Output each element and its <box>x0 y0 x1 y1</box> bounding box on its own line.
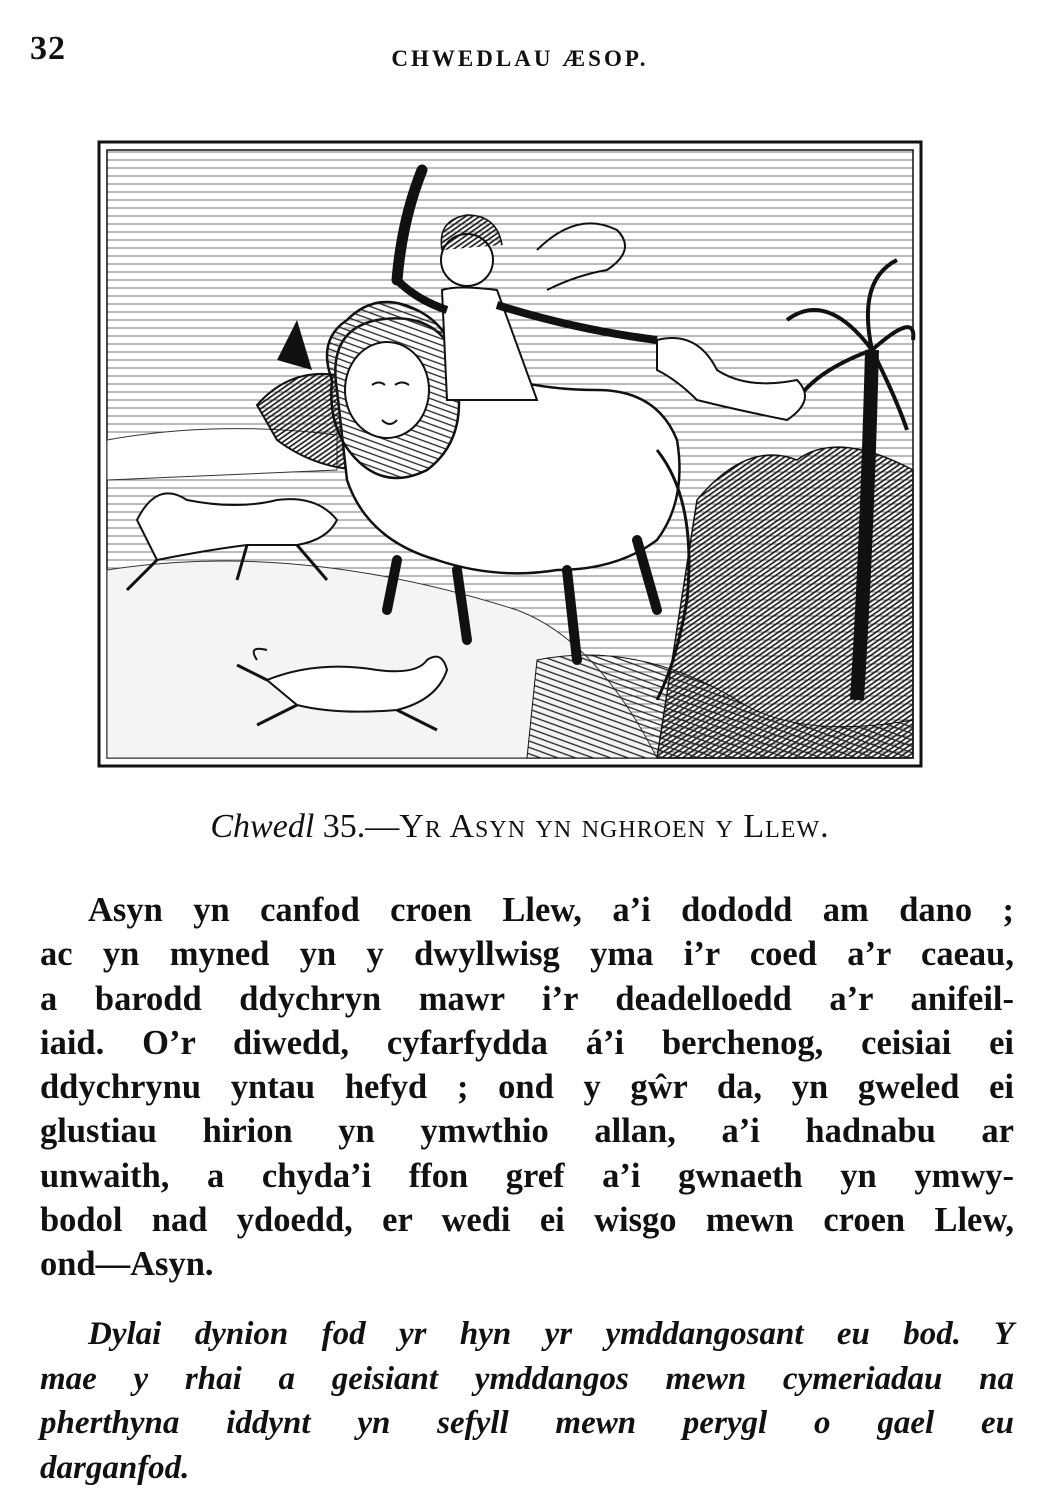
body-line: ac yn myned yn y dwyllwisg yma i’r coed a’r caeau, <box>40 935 1014 974</box>
body-line: unwaith, a chyda’i ffon gref a’i gwnaeth yn ymwy- <box>40 1156 1014 1195</box>
fable-moral <box>40 1312 1014 1490</box>
body-line: bodol nad ydoedd, er wedi ei wisgo mewn croen Llew, <box>40 1201 1014 1240</box>
body-line: ddychrynu yntau hefyd ; ond y gŵr da, yn gweled ei <box>40 1068 1014 1107</box>
body-line: ond—Asyn. <box>40 1245 214 1284</box>
page-number: 32 <box>30 30 66 67</box>
woodcut-illustration <box>97 140 923 768</box>
woodcut-lion-ass-scene <box>97 140 923 768</box>
body-line: Asyn yn canfod croen Llew, a’i dododd am dano ; <box>88 891 1014 929</box>
moral-line: mae y rhai a geisiant ymddangos mewn cymeriadau na <box>40 1360 1014 1397</box>
caption-title: Yr Asyn yn nghroen y Llew. <box>399 808 830 845</box>
fable-caption <box>0 808 1040 846</box>
moral-line: darganfod. <box>40 1449 190 1486</box>
moral-line: Dylai dynion fod yr hyn yr ymddangosant eu bod. Y <box>88 1316 1014 1352</box>
caption-label: Chwedl <box>210 808 315 845</box>
body-line: a barodd ddychryn mawr i’r deadelloedd a’r anifeil- <box>40 979 1014 1018</box>
body-line: glustiau hirion yn ymwthio allan, a’i hadnabu ar <box>40 1112 1014 1151</box>
body-line: iaid. O’r diwedd, cyfarfydda á’i berchenog, ceisiai ei <box>40 1023 1014 1062</box>
moral-line: pherthyna iddynt yn sefyll mewn perygl o gael eu <box>40 1405 1014 1441</box>
running-title: CHWEDLAU ÆSOP. <box>391 46 649 71</box>
fable-body <box>40 888 1014 1287</box>
caption-number: 35.— <box>314 808 400 845</box>
